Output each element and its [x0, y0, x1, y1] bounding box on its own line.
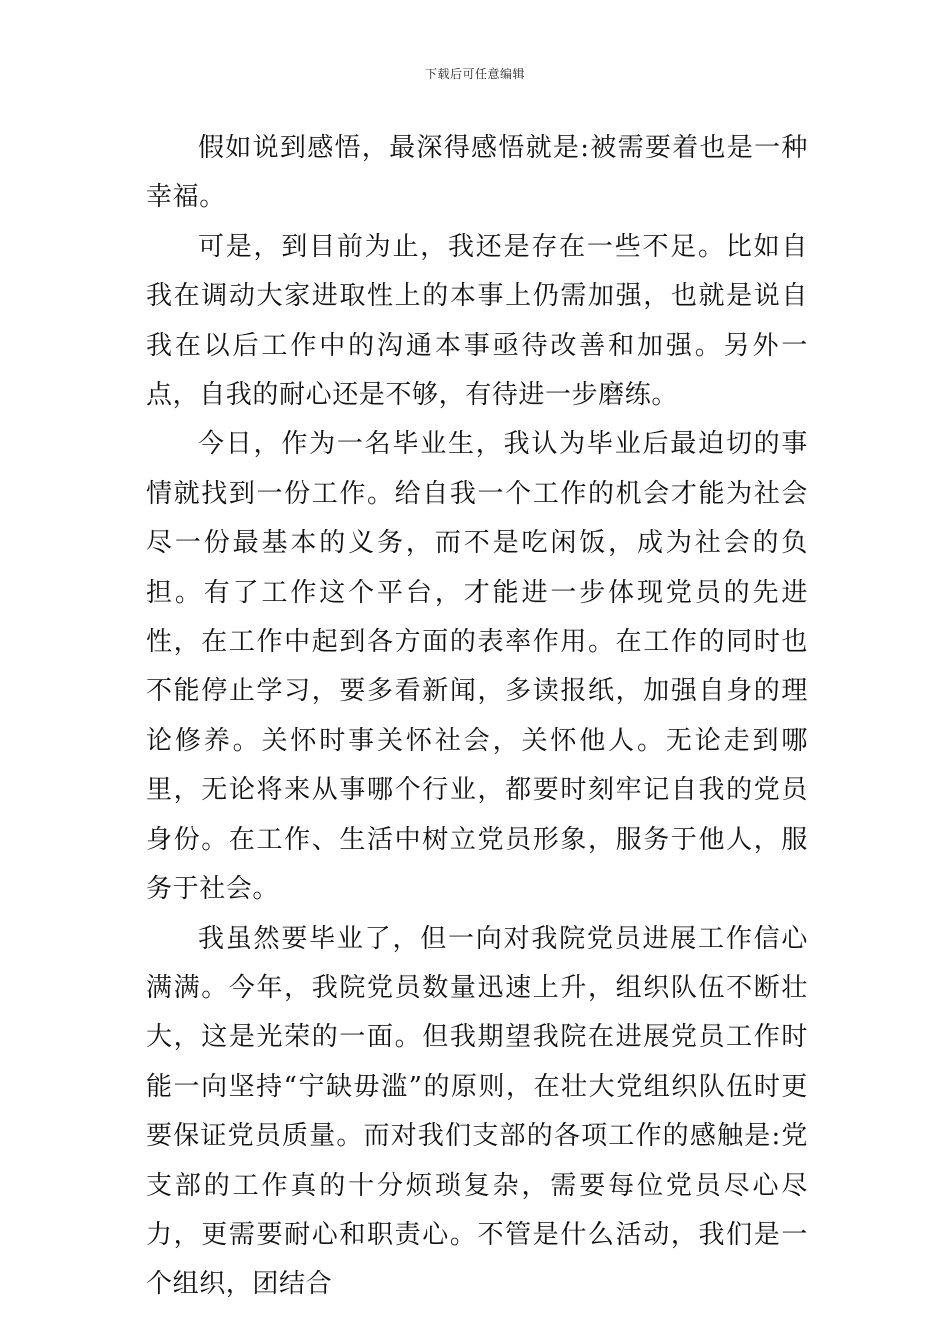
body-text [146, 124, 808, 1310]
page-header: 下载后可任意编辑 [424, 67, 525, 81]
paragraph-1: 假如说到感悟，最深得感悟就是:被需要着也是一种幸福。 [146, 133, 808, 213]
paragraph-2: 可是，到目前为止，我还是存在一些不足。比如自我在调动大家进取性上的本事上仍需加强，也就是说自我在以后工作中的沟通本事亟待改善和加强。另外一点，自我的耐心还是不够，有待进一步磨练。 [146, 231, 808, 411]
paragraph-4: 我虽然要毕业了，但一向对我院党员进展工作信心满满。今年，我院党员数量迅速上升，组织队伍不断壮大，这是光荣的一面。但我期望我院在进展党员工作时能一向坚持“宁缺毋滥”的原则，在壮大党组织队伍时更要保证党员质量。而对我们支部的各项工作的感触是:党支部的工作真的十分烦琐复杂，需要每位党员尽心尽力，更需要耐心和职责心。不管是什么活动，我们是一个组织，团结合 [146, 923, 808, 1300]
paragraph-3: 今日，作为一名毕业生，我认为毕业后最迫切的事情就找到一份工作。给自我一个工作的机会才能为社会尽一份最基本的义务，而不是吃闲饭，成为社会的负担。有了工作这个平台，才能进一步体现党员的先进性，在工作中起到各方面的表率作用。在工作的同时也不能停止学习，要多看新闻，多读报纸，加强自身的理论修养。关怀时事关怀社会，关怀他人。无论走到哪里，无论将来从事哪个行业，都要时刻牢记自我的党员身份。在工作、生活中树立党员形象，服务于他人，服务于社会。 [146, 429, 808, 905]
